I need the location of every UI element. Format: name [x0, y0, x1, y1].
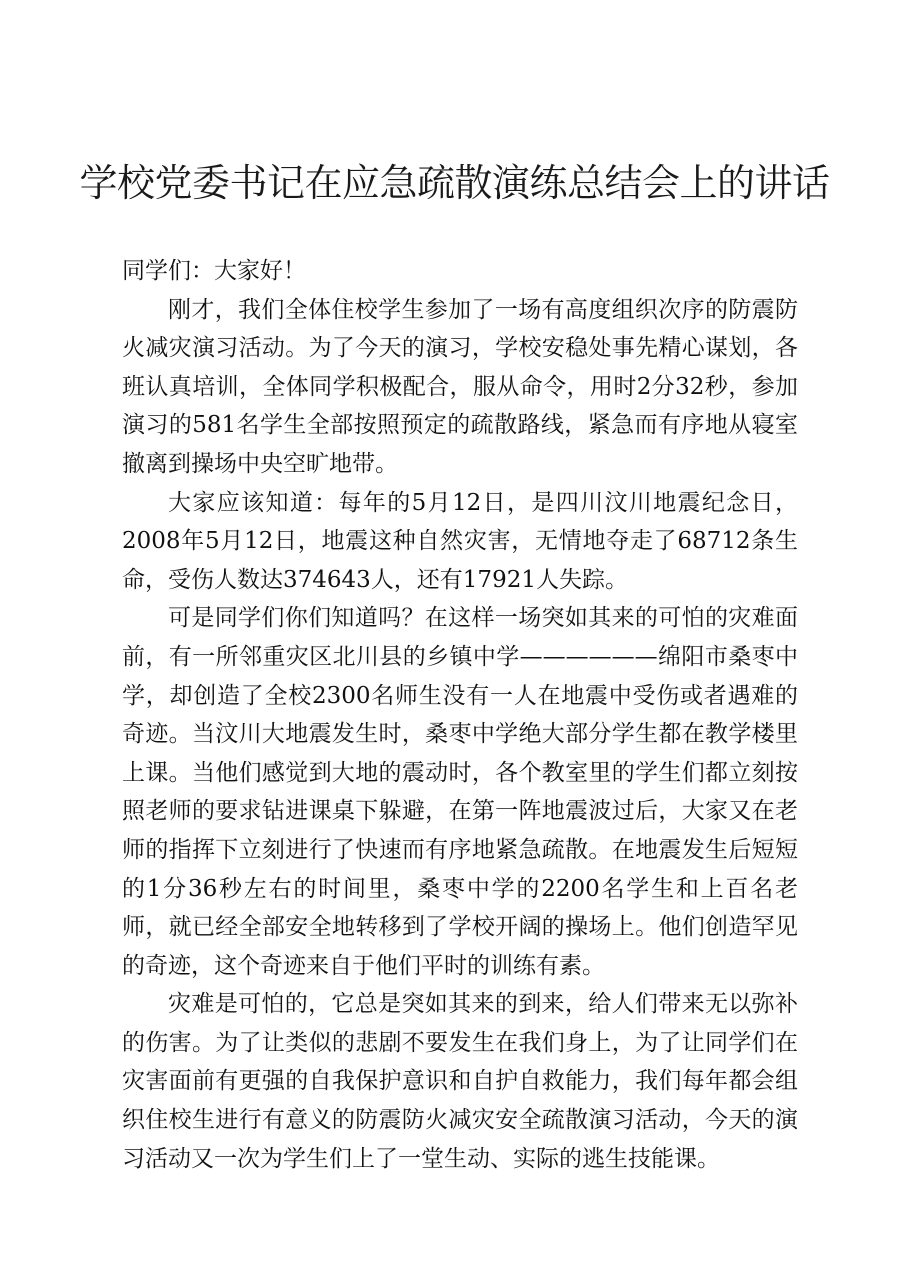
- salutation: 同学们：大家好！: [122, 258, 306, 284]
- document-title: 学校党委书记在应急疏散演练总结会上的讲话: [79, 161, 830, 205]
- paragraph-wenchuan-earthquake: 大家应该知道：每年的5月12日，是四川汶川地震纪念日，2008年5月12日，地震这种自然灾害，无情地夺走了68712条生命，受伤人数达374643人，还有17921人失踪。: [122, 489, 798, 593]
- document-body: [122, 252, 798, 1178]
- paragraph-drill-purpose: 灾难是可怕的，它总是突如其来的到来，给人们带来无以弥补的伤害。为了让类似的悲剧不要发生在我们身上，为了让同学们在灾害面前有更强的自我保护意识和自护自救能力，我们每年都会组织住校生进行有意义的防震防火减灾安全疏散演习活动，今天的演习活动又一次为学生们上了一堂生动、实际的逃生技能课。: [122, 991, 798, 1172]
- paragraph-drill-summary: 刚才，我们全体住校学生参加了一场有高度组织次序的防震防火减灾演习活动。为了今天的演习，学校安稳处事先精心谋划，各班认真培训，全体同学积极配合，服从命令，用时2分32秒，参加演习的581名学生全部按照预定的疏散路线，紧急而有序地从寝室撤离到操场中央空旷地带。: [122, 296, 798, 477]
- paragraph-sangzao-school: 可是同学们你们知道吗？在这样一场突如其来的可怕的灾难面前，有一所邻重灾区北川县的乡镇中学——————绵阳市桑枣中学，却创造了全校2300名师生没有一人在地震中受伤或者遇难的奇迹。当汶川大地震发生时，桑枣中学绝大部分学生都在教学楼里上课。当他们感觉到大地的震动时，各个教室里的学生们都立刻按照老师的要求钻进课桌下躲避，在第一阵地震波过后，大家又在老师的指挥下立刻进行了快速而有序地紧急疏散。在地震发生后短短的1分36秒左右的时间里，桑枣中学的2200名学生和上百名老师，就已经全部安全地转移到了学校开阔的操场上。他们创造罕见的奇迹，这个奇迹来自于他们平时的训练有素。: [122, 605, 798, 979]
